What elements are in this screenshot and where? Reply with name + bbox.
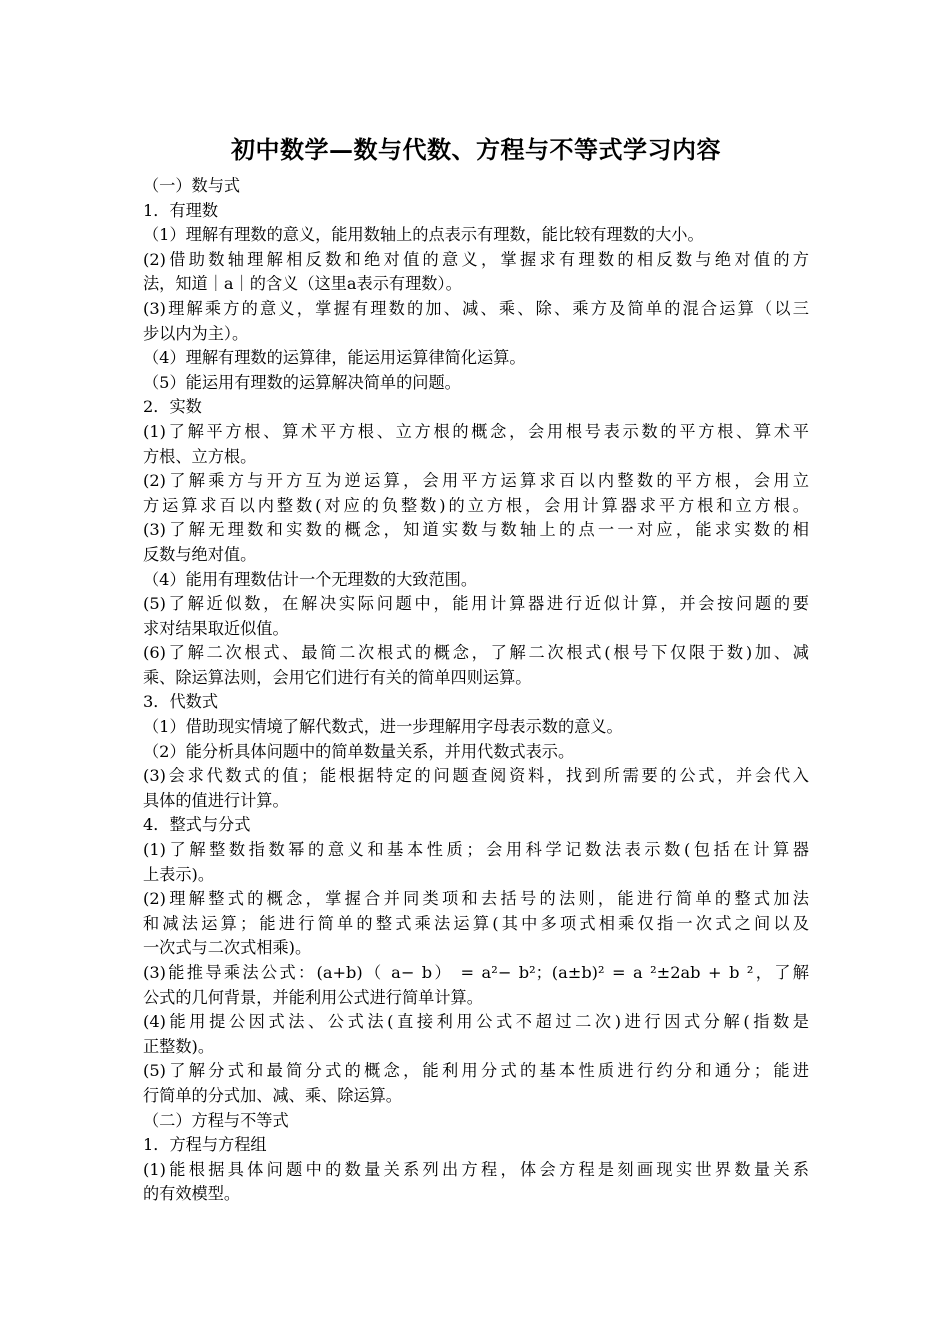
text-line: (6)了解二次根式、最简二次根式的概念，了解二次根式(根号下仅限于数)加、减 <box>143 643 809 663</box>
text-line: （4）能用有理数估计一个无理数的大致范围。 <box>143 569 478 589</box>
text-line: (1)了解平方根、算术平方根、立方根的概念，会用根号表示数的平方根、算术平 <box>143 421 809 441</box>
text-line: 求对结果取近似值。 <box>143 618 289 638</box>
text-line: （2）能分析具体问题中的简单数量关系，并用代数式表示。 <box>143 741 575 761</box>
text-line: （4）理解有理数的运算律，能运用运算律简化运算。 <box>143 348 526 368</box>
text-line: 方根、立方根。 <box>143 446 257 466</box>
text-line: （一）数与式 <box>143 176 241 195</box>
text-line: （5）能运用有理数的运算解决简单的问题。 <box>143 372 461 392</box>
text-line: （1）借助现实情境了解代数式，进一步理解用字母表示数的意义。 <box>143 717 623 737</box>
text-line: 和减法运算；能进行简单的整式乘法运算(其中多项式相乘仅指一次式之间以及 <box>143 913 809 933</box>
text-line: (5)了解近似数，在解决实际问题中，能用计算器进行近似计算，并会按问题的要 <box>143 594 809 614</box>
text-line: 正整数)。 <box>143 1036 215 1056</box>
document-page <box>143 133 809 1207</box>
text-line: (3)会求代数式的值；能根据特定的问题查阅资料，找到所需要的公式，并会代入 <box>143 766 809 786</box>
text-line: (1)能根据具体问题中的数量关系列出方程，体会方程是刻画现实世界数量关系 <box>143 1159 809 1179</box>
text-line: 行简单的分式加、减、乘、除运算。 <box>143 1085 402 1105</box>
text-line: (3)了解无理数和实数的概念，知道实数与数轴上的点一一对应，能求实数的相 <box>143 520 809 540</box>
text-line: 4．整式与分式 <box>143 815 251 835</box>
text-line: 步以内为主）。 <box>143 323 249 343</box>
text-line: 的有效模型。 <box>143 1184 241 1204</box>
text-line: 方运算求百以内整数(对应的负整数)的立方根，会用计算器求平方根和立方根。 <box>143 495 809 515</box>
text-line: (3)理解乘方的意义，掌握有理数的加、减、乘、除、乘方及简单的混合运算（以三 <box>143 298 809 318</box>
text-line: （1）理解有理数的意义，能用数轴上的点表示有理数，能比较有理数的大小。 <box>143 225 704 245</box>
text-line: (2)了解乘方与开方互为逆运算，会用平方运算求百以内整数的平方根，会用立 <box>143 471 809 491</box>
text-line: （二）方程与不等式 <box>143 1110 289 1130</box>
text-line: (3)能推导乘法公式：(a+b)（ a− b） = a²− b²；(a±b)² = a ²±2ab + b ²，了解 <box>143 963 809 982</box>
text-line: 上表示)。 <box>143 864 215 884</box>
text-line: 1．方程与方程组 <box>143 1135 267 1155</box>
document-body <box>143 174 809 1207</box>
text-line: (1)了解整数指数幂的意义和基本性质；会用科学记数法表示数(包括在计算器 <box>143 840 809 860</box>
text-line: 一次式与二次式相乘)。 <box>143 938 312 958</box>
text-line: 2．实数 <box>143 397 202 417</box>
text-line: (2)借助数轴理解相反数和绝对值的意义，掌握求有理数的相反数与绝对值的方 <box>143 249 809 269</box>
text-line: 乘、除运算法则，会用它们进行有关的简单四则运算。 <box>143 667 532 687</box>
text-line: 3．代数式 <box>143 692 219 712</box>
text-line: (2)理解整式的概念，掌握合并同类项和去括号的法则，能进行简单的整式加法 <box>143 889 809 909</box>
text-line: 反数与绝对值。 <box>143 544 257 564</box>
text-line: 法，知道｜a｜的含义（这里a表示有理数）。 <box>143 274 462 294</box>
text-line: (5)了解分式和最简分式的概念，能利用分式的基本性质进行约分和通分；能进 <box>143 1061 809 1081</box>
document-title: 初中数学—数与代数、方程与不等式学习内容 <box>231 135 721 164</box>
text-line: 具体的值进行计算。 <box>143 790 289 810</box>
text-line: 公式的几何背景，并能利用公式进行简单计算。 <box>143 987 483 1007</box>
text-line: 1．有理数 <box>143 200 219 220</box>
text-line: (4)能用提公因式法、公式法(直接利用公式不超过二次)进行因式分解(指数是 <box>143 1012 809 1032</box>
